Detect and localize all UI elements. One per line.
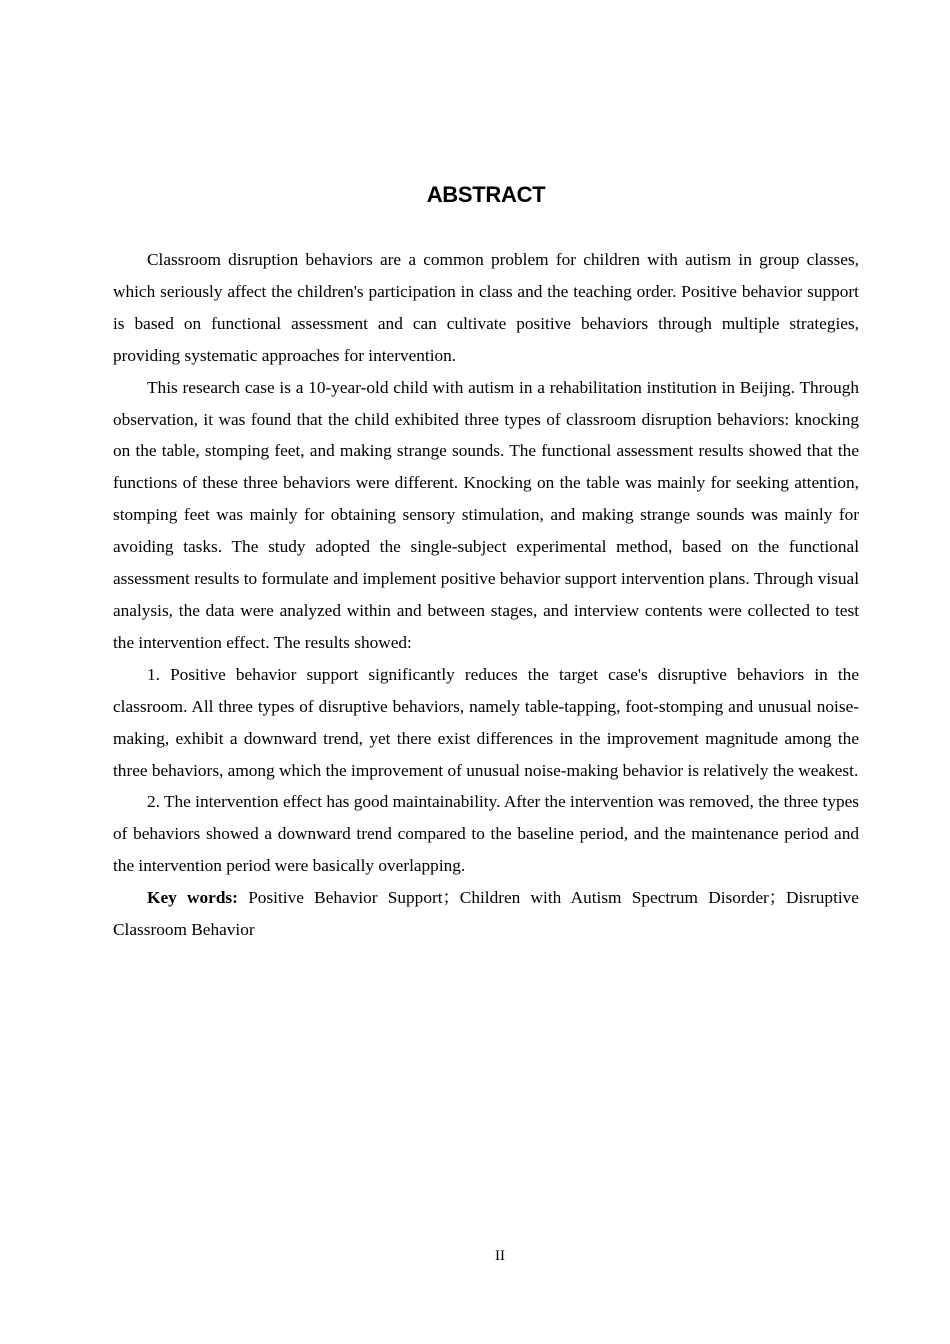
result-item-1: 1. Positive behavior support significantly reduces the target case's disruptive behaviors in the classroom. All three types of disruptive behaviors, namely table-tapping, foot-stomping and unusual noise-making, exhibit a downward trend, yet there exist differences in the improvement magnitude among the three behaviors, among which the improvement of unusual noise-making behavior is relatively the weakest.: [113, 664, 859, 780]
abstract-paragraph-1: Classroom disruption behaviors are a common problem for children with autism in group classes, which seriously affect the children's participation in class and the teaching order. Positive behavior support is based on functional assessment and can cultivate positive behaviors through multiple strategies, providing systematic approaches for intervention.: [113, 250, 859, 365]
keywords-label: Key words:: [147, 888, 238, 908]
keywords-text: Positive Behavior Support；Children with Autism Spectrum Disorder；Disruptive Classroom Behavior: [113, 888, 859, 940]
page-number: II: [495, 1248, 505, 1264]
abstract-title: ABSTRACT: [426, 182, 546, 207]
result-item-2: 2. The intervention effect has good maintainability. After the intervention was removed, the three types of behaviors showed a downward trend compared to the baseline period, and the maintenance period and the intervention period were basically overlapping.: [113, 792, 859, 876]
abstract-paragraph-2: This research case is a 10-year-old child with autism in a rehabilitation institution in Beijing. Through observation, it was found that the child exhibited three types of classroom disruption behaviors: knocking on the table, stomping feet, and making strange sounds. The functional assessment results showed that the functions of these three behaviors were different. Knocking on the table was mainly for seeking attention, stomping feet was mainly for obtaining sensory stimulation, and making strange sounds was mainly for avoiding tasks. The study adopted the single-subject experimental method, based on the functional assessment results to formulate and implement positive behavior support intervention plans. Through visual analysis, the data were analyzed within and between stages, and interview contents were collected to test the intervention effect. The results showed:: [113, 377, 859, 652]
abstract-body: [113, 244, 859, 946]
keywords-line: [113, 882, 859, 946]
